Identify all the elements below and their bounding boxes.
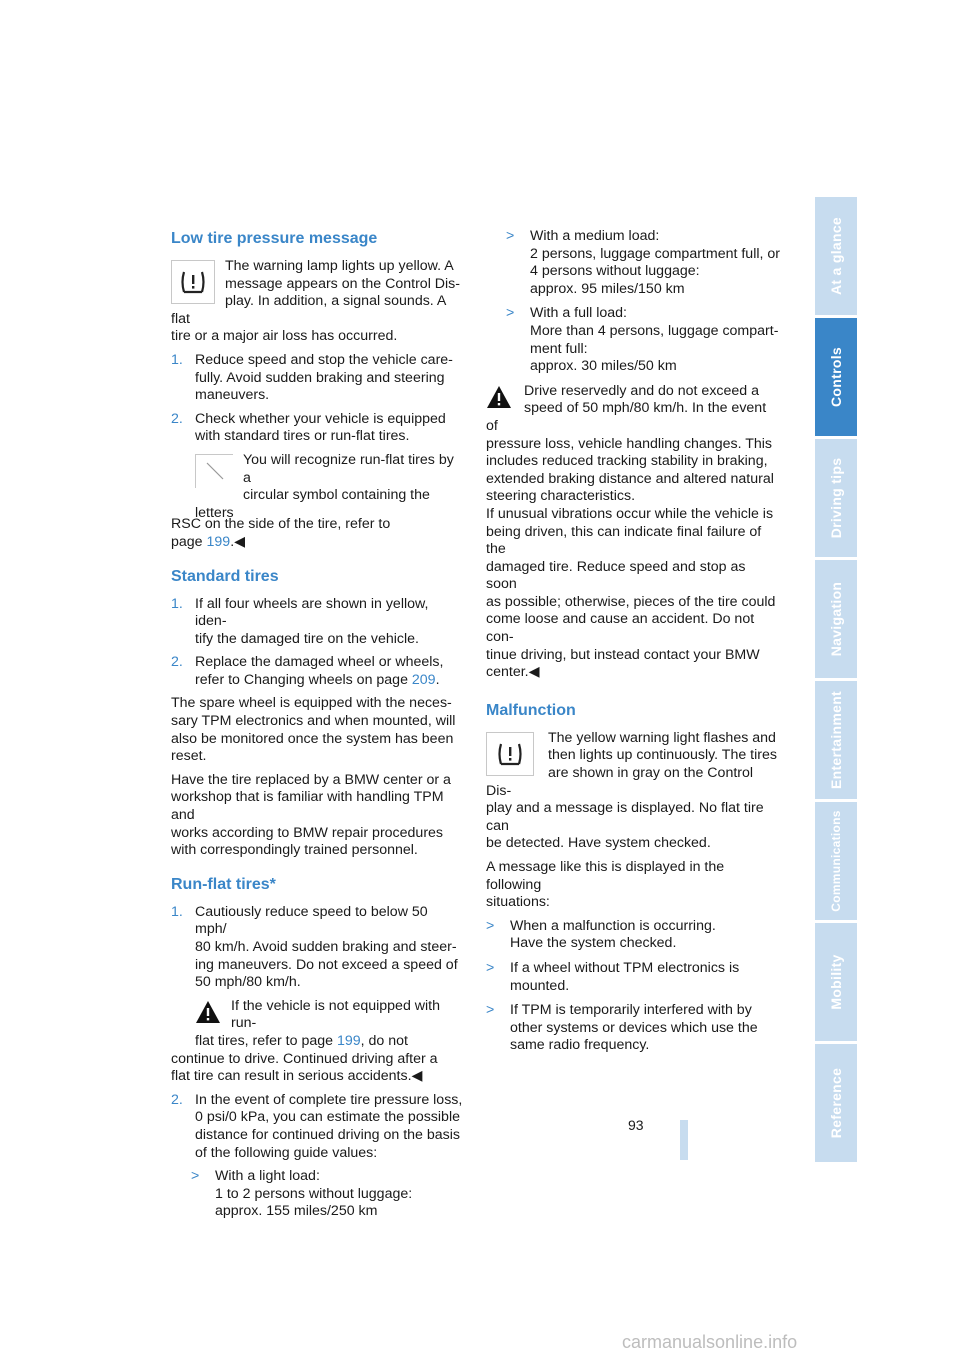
bullet-marker: > bbox=[506, 228, 515, 244]
bullet-marker: > bbox=[486, 917, 495, 934]
text-line: also be monitored once the system has been bbox=[171, 730, 454, 747]
text-line: message appears on the Control Dis- bbox=[225, 275, 461, 292]
tab-entertainment[interactable] bbox=[815, 681, 857, 799]
text-line: 80 km/h. Avoid sudden braking and steer- bbox=[195, 939, 457, 955]
text-line: continue to drive. Continued driving after a bbox=[171, 1050, 438, 1067]
text-line: circular symbol containing the letters bbox=[195, 487, 430, 521]
text-line: The yellow warning light flashes and bbox=[548, 729, 776, 746]
tab-mobility[interactable] bbox=[815, 923, 857, 1041]
text-line: with correspondingly trained personnel. bbox=[171, 842, 418, 859]
text-line: Reduce speed and stop the vehicle care- bbox=[195, 351, 453, 368]
note-page-ref bbox=[171, 534, 463, 552]
warning-triangle-icon bbox=[486, 385, 512, 409]
list-item bbox=[191, 1168, 463, 1221]
text-line: mounted. bbox=[510, 977, 570, 994]
note-runflat-symbol bbox=[195, 452, 463, 522]
list-item bbox=[486, 960, 780, 995]
text-line: RSC on the side of the tire, refer to bbox=[171, 516, 391, 533]
list-item bbox=[506, 305, 780, 375]
text-line: approx. 95 miles/150 km bbox=[530, 280, 685, 297]
text-line: 4 persons without luggage: bbox=[530, 263, 700, 280]
list-item bbox=[171, 352, 463, 405]
text-line: Check whether your vehicle is equipped bbox=[195, 410, 446, 427]
tab-navigation[interactable] bbox=[815, 560, 857, 678]
text-line: maneuvers. bbox=[195, 387, 270, 404]
list-item bbox=[171, 1092, 463, 1162]
text-line: works according to BMW repair procedures bbox=[171, 824, 444, 841]
text-line: with standard tires or run-flat tires. bbox=[195, 428, 410, 445]
text-line: 0 psi/0 kPa, you can estimate the possible bbox=[195, 1109, 460, 1126]
heading-run-flat-tires: Run-flat tires* bbox=[171, 875, 276, 893]
text-line: When a malfunction is occurring. bbox=[510, 917, 716, 934]
text-line: play. In addition, a signal sounds. A flat bbox=[171, 293, 446, 327]
low-pressure-intro bbox=[171, 258, 463, 346]
text-line: speed of 50 mph/80 km/h. In the event of bbox=[486, 400, 767, 434]
list-item bbox=[486, 1002, 780, 1055]
bullet-marker: > bbox=[486, 959, 495, 976]
text-line: pressure loss, vehicle handling changes. This bbox=[486, 435, 773, 452]
tab-label: Entertainment bbox=[828, 690, 844, 790]
tab-label: Driving tips bbox=[828, 457, 844, 539]
text-line: other systems or devices which use the bbox=[510, 1019, 758, 1036]
text-line: tire or a major air loss has occurred. bbox=[171, 328, 398, 345]
text-line: includes reduced tracking stability in braking, bbox=[486, 453, 768, 470]
bullet-marker: > bbox=[191, 1168, 200, 1185]
text-line: 1 to 2 persons without luggage: bbox=[215, 1185, 413, 1202]
tab-label: At a glance bbox=[828, 217, 844, 295]
paragraph bbox=[171, 1051, 463, 1086]
tab-label: Communications bbox=[829, 810, 843, 912]
paragraph bbox=[171, 695, 463, 765]
text-line: workshop that is familiar with handling TPM and bbox=[171, 789, 444, 824]
text-span: . bbox=[435, 671, 440, 688]
text-line: Replace the damaged wheel or wheels, bbox=[195, 654, 444, 671]
paragraph bbox=[171, 772, 463, 860]
text-line: center.◀ bbox=[486, 664, 540, 681]
text-line: In the event of complete tire pressure loss, bbox=[195, 1091, 463, 1108]
text-line: of the following guide values: bbox=[195, 1144, 378, 1161]
text-line: The spare wheel is equipped with the neces- bbox=[171, 695, 452, 712]
tab-driving-tips[interactable] bbox=[815, 439, 857, 557]
text-line: approx. 30 miles/50 km bbox=[530, 358, 677, 375]
text-span: .◀ bbox=[230, 533, 246, 550]
text-line: play and a message is displayed. No flat tire can bbox=[486, 800, 764, 834]
text-line: being driven, this can indicate final failure of the bbox=[486, 523, 762, 558]
heading-standard-tires: Standard tires bbox=[171, 567, 279, 585]
chapter-tabs bbox=[815, 197, 857, 1165]
text-line: With a medium load: bbox=[530, 228, 660, 244]
text-line: situations: bbox=[486, 894, 550, 911]
tab-controls[interactable] bbox=[815, 318, 857, 436]
text-line: If unusual vibrations occur while the vehicle is bbox=[486, 505, 774, 522]
step-number: 2. bbox=[171, 410, 183, 427]
text-line: sary TPM electronics and when mounted, will bbox=[171, 713, 456, 730]
text-line: come loose and cause an accident. Do not con- bbox=[486, 611, 755, 646]
text-line: steering characteristics. bbox=[486, 488, 636, 505]
list-item bbox=[486, 918, 780, 953]
text-span: refer to Changing wheels on page bbox=[195, 671, 412, 688]
text-line: same radio frequency. bbox=[510, 1037, 650, 1054]
warning-triangle-icon bbox=[195, 1000, 221, 1024]
text-span: flat tires, refer to page bbox=[195, 1032, 337, 1049]
note-icon bbox=[195, 454, 233, 488]
text-line: You will recognize run-flat tires by a bbox=[243, 451, 454, 486]
paragraph bbox=[486, 859, 780, 912]
text-line: If a wheel without TPM electronics is bbox=[510, 959, 740, 976]
text-line: ing maneuvers. Do not exceed a speed of bbox=[195, 956, 458, 973]
page-link-209[interactable]: 209 bbox=[411, 671, 436, 688]
page-link-199[interactable]: 199 bbox=[336, 1032, 361, 1049]
list-item bbox=[171, 411, 463, 446]
tab-communications[interactable] bbox=[815, 802, 857, 920]
tab-at-a-glance[interactable] bbox=[815, 197, 857, 315]
text-line: More than 4 persons, luggage compart- bbox=[530, 322, 779, 339]
text-line: ment full: bbox=[530, 340, 588, 357]
text-line: If all four wheels are shown in yellow, iden- bbox=[195, 595, 429, 630]
tab-reference[interactable] bbox=[815, 1044, 857, 1162]
text-line: Drive reservedly and do not exceed a bbox=[524, 382, 760, 399]
page-link-199[interactable]: 199 bbox=[206, 533, 231, 550]
list-item bbox=[506, 228, 780, 298]
text-line: With a light load: bbox=[215, 1168, 320, 1185]
page-number: 93 bbox=[628, 1117, 644, 1133]
text-span: , do not bbox=[360, 1032, 408, 1049]
footer-watermark: carmanualsonline.info bbox=[622, 1332, 798, 1352]
text-line: fully. Avoid sudden braking and steering bbox=[195, 369, 445, 386]
heading-low-tire-pressure: Low tire pressure message bbox=[171, 230, 378, 247]
text-line: be detected. Have system checked. bbox=[486, 835, 711, 852]
tab-label: Reference bbox=[828, 1067, 844, 1139]
text-line: then lights up continuously. The tires bbox=[548, 747, 777, 764]
step-number: 2. bbox=[171, 654, 183, 671]
step-number: 1. bbox=[171, 351, 183, 368]
warning-drive-reservedly bbox=[486, 383, 780, 682]
text-line: are shown in gray on the Control Dis- bbox=[486, 765, 754, 799]
text-line: 50 mph/80 km/h. bbox=[195, 974, 301, 991]
malfunction-intro bbox=[486, 730, 780, 853]
text-line: reset. bbox=[171, 748, 207, 765]
text-line: The warning lamp lights up yellow. A bbox=[225, 258, 454, 274]
step-number: 2. bbox=[171, 1091, 183, 1108]
tire-pressure-warning-icon bbox=[171, 260, 215, 304]
list-item bbox=[171, 596, 463, 649]
tab-label: Controls bbox=[828, 347, 844, 407]
page-marker-bar bbox=[680, 1120, 688, 1160]
right-column bbox=[486, 228, 780, 1062]
text-line: If the vehicle is not equipped with run- bbox=[231, 997, 441, 1032]
text-line: A message like this is displayed in the following bbox=[486, 859, 725, 893]
text-line: Have the system checked. bbox=[510, 935, 677, 952]
text-line: distance for continued driving on the basis bbox=[195, 1126, 460, 1143]
text-line: If TPM is temporarily interfered with by bbox=[510, 1002, 752, 1019]
text-span: page bbox=[171, 533, 207, 550]
text-line: damaged tire. Reduce speed and stop as soon bbox=[486, 558, 746, 593]
tab-label: Mobility bbox=[828, 954, 844, 1010]
bullet-marker: > bbox=[486, 1002, 495, 1019]
text-line: approx. 155 miles/250 km bbox=[215, 1203, 378, 1220]
bullet-marker: > bbox=[506, 305, 515, 322]
text-line: extended braking distance and altered natural bbox=[486, 470, 774, 487]
step-number: 1. bbox=[171, 595, 183, 612]
heading-malfunction: Malfunction bbox=[486, 701, 576, 719]
text-line: Have the tire replaced by a BMW center or a bbox=[171, 771, 451, 788]
text-line: tify the damaged tire on the vehicle. bbox=[195, 630, 419, 647]
text-line: tinue driving, but instead contact your BMW bbox=[486, 646, 760, 663]
left-column bbox=[171, 228, 463, 1228]
list-item bbox=[171, 904, 463, 992]
text-line: 2 persons, luggage compartment full, or bbox=[530, 245, 780, 262]
text-line: Cautiously reduce speed to below 50 mph/ bbox=[195, 903, 428, 938]
tab-label: Navigation bbox=[828, 581, 844, 657]
step-number: 1. bbox=[171, 903, 183, 920]
warning-runflat bbox=[195, 998, 463, 1051]
text-line: as possible; otherwise, pieces of the tire could bbox=[486, 593, 776, 610]
tire-pressure-warning-icon bbox=[486, 732, 534, 776]
text-line: With a full load: bbox=[530, 305, 627, 322]
text-line: flat tire can result in serious accidents.◀ bbox=[171, 1068, 423, 1085]
list-item bbox=[171, 654, 463, 689]
